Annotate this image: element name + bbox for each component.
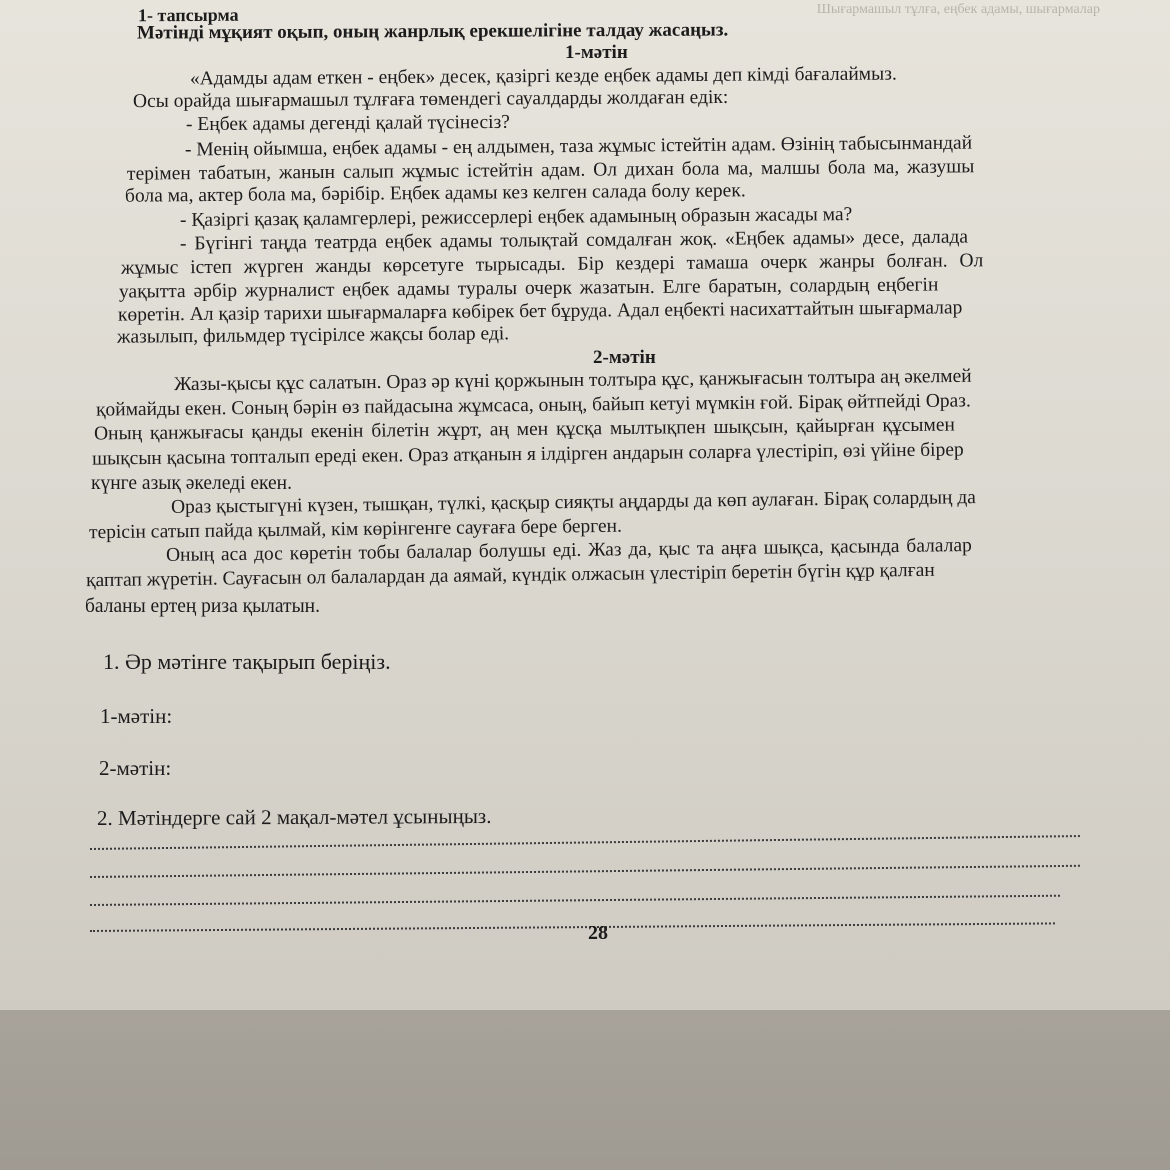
text2-line: терісін сатып пайда қылмай, кім көрінгенге сауғаға бере берген.: [88, 515, 623, 544]
page-number: 28: [588, 922, 608, 944]
bleed-through-text: Шығармашыл тұлға, еңбек адамы, шығармалар: [816, 2, 1100, 17]
text1-heading: 1-мәтін: [565, 42, 628, 63]
text1-line: бола ма, актер бола ма, бәрібір. Еңбек адамы кез келген салада болу керек.: [124, 180, 746, 207]
text2-line: шықсын қасына топталып ереді екен. Ораз атқанын я ілдірген андарын соларға үлестіріп, өзі үйіне бірер: [91, 439, 964, 470]
text1-line: - Еңбек адамы дегенді қалай түсінесіз?: [185, 111, 510, 136]
text2-line: Оның қанжығасы қанды екенін білетін жұрт, аң мен құсқа мылтықпен шықсын, қайырған құсымен: [93, 414, 956, 445]
answer-line[interactable]: [90, 835, 1080, 850]
text1-line: уақытта әрбір журналист еңбек адамы туралы очерк жазатын. Елге баратын, солардың еңбегін: [118, 274, 939, 303]
answer-line[interactable]: [90, 922, 1055, 932]
text2-line: баланы ертең риза қылатын.: [85, 596, 320, 617]
text1-line: жұмыс істеп жүрген жанды көрсетуге тырысады. Бір кездері тамаша очерк жанры болған. Ол: [120, 250, 984, 279]
text2-line: қоймайды екен. Соның бәрін өз пайдасына жұмсаса, оның, байып кетуі мүмкін ғой. Бірақ өйтпейді Ораз.: [95, 390, 971, 421]
text1-line: - Менің ойымша, еңбек адамы - ең алдымен, таза жұмыс істейтін адам. Өзінің табысынмандай: [184, 132, 973, 161]
text1-line: «Адамды адам еткен - еңбек» десек, қазіргі кезде еңбек адамы деп кімді бағалаймыз.: [189, 63, 897, 90]
text2-line: күнге азық әкеледі екен.: [91, 473, 292, 494]
answer-line[interactable]: [90, 895, 1060, 906]
task-instruction: Мәтінді мұқият оқып, оның жанрлық ерекшелігіне талдау жасаңыз.: [136, 19, 729, 44]
text1-line: - Бүгінгі таңда театрда еңбек адамы толықтай сомдалған жоқ. «Еңбек адамы» десе, далада: [179, 226, 969, 255]
text1-line: жазылып, фильмдер түсірілсе жақсы болар еді.: [116, 323, 510, 348]
answer-line[interactable]: [90, 865, 1080, 878]
text2-line: Ораз қыстыгүні күзен, тышқан, түлкі, қасқыр сияқты аңдарды да көп аулаған. Бірақ солардың да: [170, 487, 977, 518]
text1-line: көретін. Ал қазір тарихи шығармаларға көбірек бет бұруда. Адал еңбекті насихаттайтын шығармалар: [117, 297, 963, 326]
text1-line: Осы орайда шығармашыл тұлғаға төмендегі сауалдарды жолдаған едік:: [132, 86, 729, 113]
question-1: 1. Әр мәтінге тақырып беріңіз.: [103, 649, 391, 674]
text1-line: терімен табатын, жанын салып жұмыс істейтін адам. Ол дихан бола ма, малшы бола ма, жазушы: [126, 156, 975, 185]
text2-line: қаптап жүретін. Сауғасын ол балалардан да аямай, күндік олжасын үлестіріп беретін бүгін құр қалған: [85, 559, 935, 592]
text2-line: Жазы-қысы құс салатын. Ораз әр күні қоржынын толтыра құс, қанжығасын толтыра аң әкелмей: [173, 365, 972, 396]
text1-line: - Қазіргі қазақ қаламгерлері, режиссерлері еңбек адамының образын жасады ма?: [179, 204, 853, 231]
text2-heading: 2-мәтін: [593, 347, 656, 368]
task-number: 1- тапсырма: [137, 4, 239, 26]
question-2: 2. Мәтіндерге сай 2 мақал-мәтел ұсыныңыз.: [96, 803, 492, 831]
text1-title-label: 1-мәтін:: [100, 704, 173, 728]
text2-line: Оның аса дос көретін тобы балалар болушы еді. Жаз да, қыс та аңға шықса, қасында балалар: [165, 535, 972, 566]
text2-title-label: 2-мәтін:: [99, 756, 172, 780]
